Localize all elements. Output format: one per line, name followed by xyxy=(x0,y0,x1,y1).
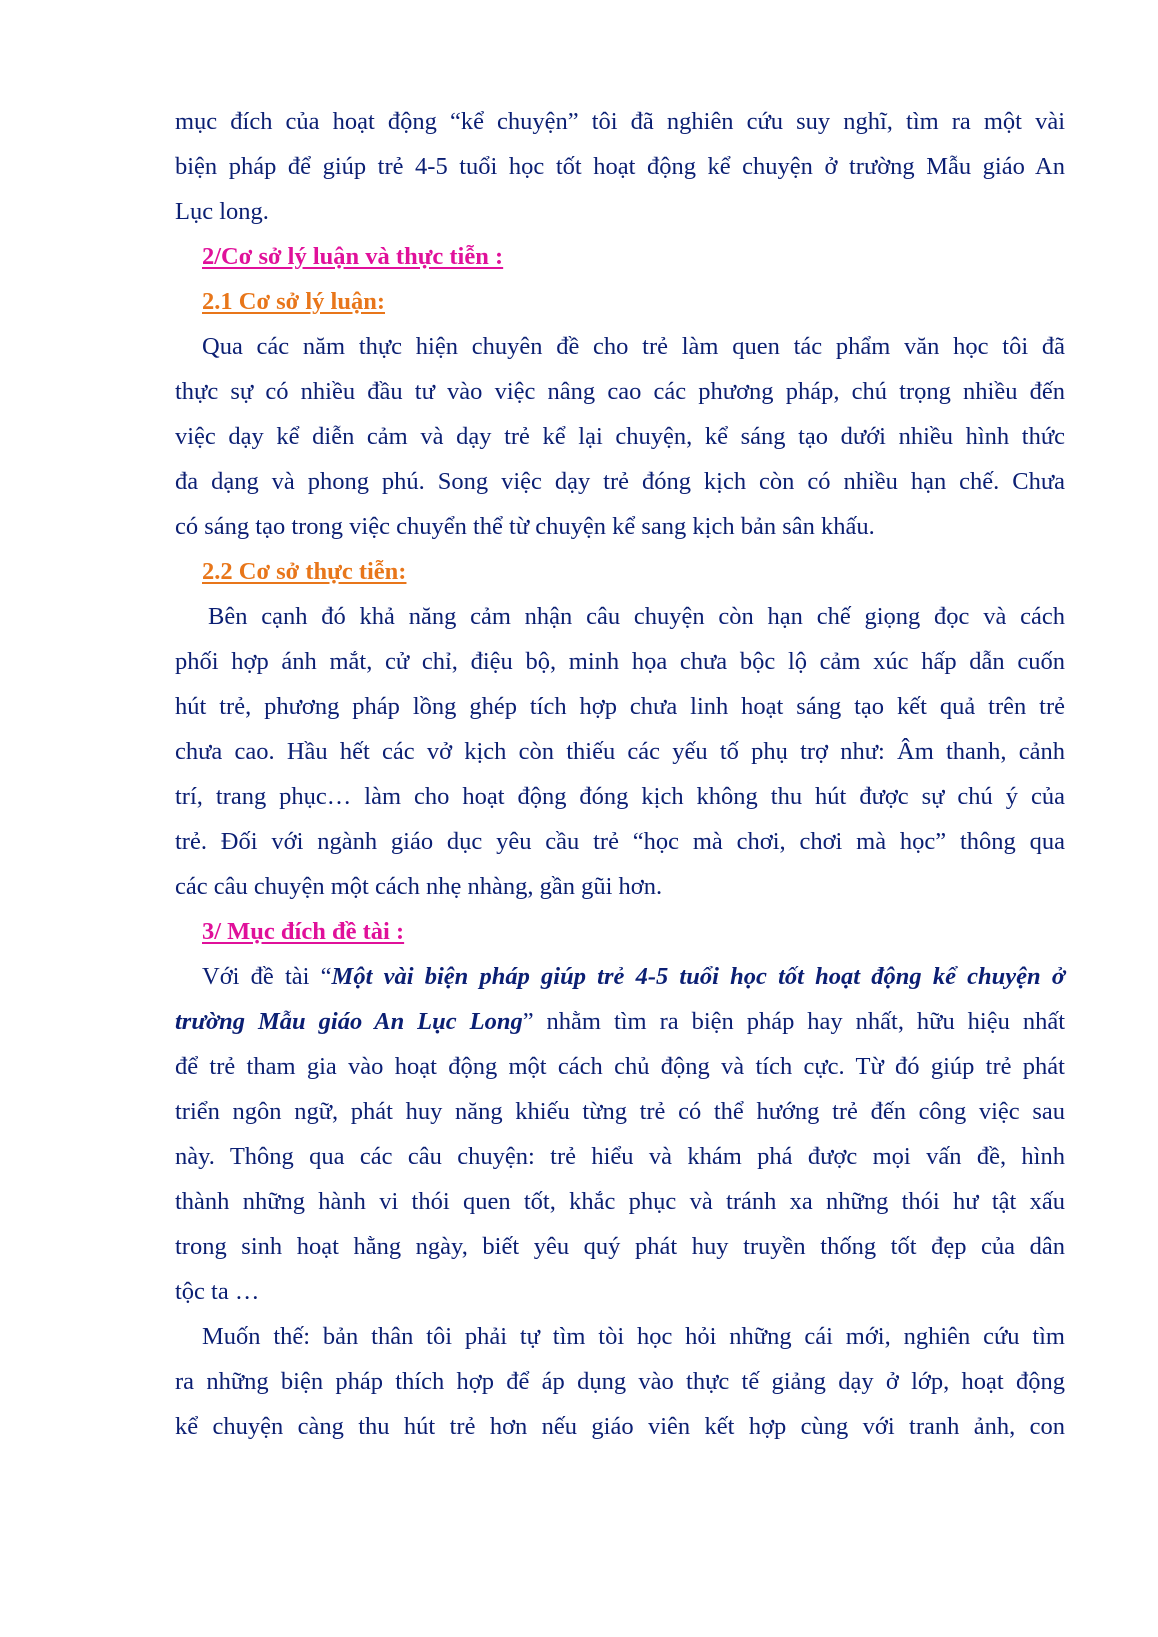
body-text-line: kể chuyện càng thu hút trẻ hơn nếu giáo viên kết hợp cùng với tranh ảnh, con xyxy=(175,1413,1065,1440)
heading-text: 3/ Mục đích đề tài : xyxy=(202,918,405,945)
subsection-heading xyxy=(202,556,1065,588)
body-text-line: triển ngôn ngữ, phát huy năng khiếu từng trẻ có thể hướng trẻ đến công việc sau xyxy=(175,1098,1065,1125)
body-text-line xyxy=(175,1006,1065,1038)
body-text-line: Bên cạnh đó khả năng cảm nhận câu chuyện còn hạn chế giọng đọc và cách xyxy=(208,603,1065,630)
topic-title-emphasis: trường Mẫu giáo An Lục Long xyxy=(175,1008,523,1035)
body-text-line: trong sinh hoạt hằng ngày, biết yêu quý phát huy truyền thống tốt đẹp của dân xyxy=(175,1233,1065,1260)
body-text-line: Muốn thế: bản thân tôi phải tự tìm tòi học hỏi những cái mới, nghiên cứu tìm xyxy=(202,1323,1065,1350)
body-text-line: ra những biện pháp thích hợp để áp dụng vào thực tế giảng dạy ở lớp, hoạt động xyxy=(175,1368,1065,1395)
body-text-line: chưa cao. Hầu hết các vở kịch còn thiếu các yếu tố phụ trợ như: Âm thanh, cảnh xyxy=(175,738,1065,765)
body-text-line: mục đích của hoạt động “kể chuyện” tôi đã nghiên cứu suy nghĩ, tìm ra một vài xyxy=(175,108,1065,135)
body-text-line: tộc ta … xyxy=(175,1278,260,1305)
section-heading xyxy=(202,916,1065,948)
subsection-heading xyxy=(202,286,1065,318)
body-text-line: Lục long. xyxy=(175,198,269,225)
body-text-line: đa dạng và phong phú. Song việc dạy trẻ đóng kịch còn có nhiều hạn chế. Chưa xyxy=(175,468,1065,495)
body-text-line: để trẻ tham gia vào hoạt động một cách chủ động và tích cực. Từ đó giúp trẻ phát xyxy=(175,1053,1065,1080)
text-run: ” nhằm tìm ra biện pháp hay nhất, hữu hiệu nhất xyxy=(522,1008,1065,1035)
body-text-line xyxy=(202,961,1065,993)
heading-text: 2.1 Cơ sở lý luận: xyxy=(202,288,386,315)
body-text-line: này. Thông qua các câu chuyện: trẻ hiểu và khám phá được mọi vấn đề, hình xyxy=(175,1143,1065,1170)
section-heading xyxy=(202,241,1065,273)
text-run: Với đề tài “ xyxy=(202,963,332,990)
body-text-line: thành những hành vi thói quen tốt, khắc phục và tránh xa những thói hư tật xấu xyxy=(175,1188,1065,1215)
body-text-line: trí, trang phục… làm cho hoạt động đóng kịch không thu hút được sự chú ý của xyxy=(175,783,1065,810)
body-text-line: phối hợp ánh mắt, cử chỉ, điệu bộ, minh họa chưa bộc lộ cảm xúc hấp dẫn cuốn xyxy=(175,648,1065,675)
body-text-line: các câu chuyện một cách nhẹ nhàng, gần gũi hơn. xyxy=(175,873,663,900)
body-text-line: việc dạy kể diễn cảm và dạy trẻ kể lại chuyện, kể sáng tạo dưới nhiều hình thức xyxy=(175,423,1065,450)
body-text-line: thực sự có nhiều đầu tư vào việc nâng cao các phương pháp, chú trọng nhiều đến xyxy=(175,378,1065,405)
body-text-line: biện pháp để giúp trẻ 4-5 tuổi học tốt hoạt động kể chuyện ở trường Mẫu giáo An xyxy=(175,153,1065,180)
topic-title-emphasis: Một vài biện pháp giúp trẻ 4-5 tuổi học tốt hoạt động kể chuyện ở xyxy=(331,963,1065,990)
heading-text: 2.2 Cơ sở thực tiễn: xyxy=(202,558,407,585)
body-text-line: trẻ. Đối với ngành giáo dục yêu cầu trẻ “học mà chơi, chơi mà học” thông qua xyxy=(175,828,1065,855)
body-text-line: Qua các năm thực hiện chuyên đề cho trẻ làm quen tác phẩm văn học tôi đã xyxy=(202,333,1065,360)
body-text-line: có sáng tạo trong việc chuyển thể từ chuyện kể sang kịch bản sân khấu. xyxy=(175,513,875,540)
heading-text: 2/Cơ sở lý luận và thực tiễn : xyxy=(202,243,504,270)
body-text-line: hút trẻ, phương pháp lồng ghép tích hợp chưa linh hoạt sáng tạo kết quả trên trẻ xyxy=(175,693,1065,720)
